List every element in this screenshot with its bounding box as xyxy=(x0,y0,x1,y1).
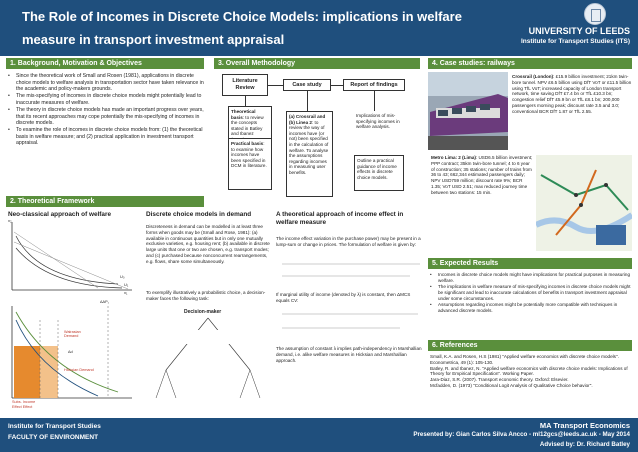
graph-label-u1: U₁ xyxy=(124,282,129,287)
section-case-studies-header: 4. Case studies: railways xyxy=(428,58,632,69)
report-item-2: Outline a practical guidance of income effects in discrete choice models. xyxy=(354,155,404,191)
background-bullet: • To examine the role of incomes in discrete choice models from: (1) the theoretical basis in welfare measure; and (2) practical application in investment transport appraisal. xyxy=(6,127,206,147)
metro-text xyxy=(431,155,533,196)
theo-text-2: If marginal utility of income (denoted by λ) is constant, then ΔMCS equals CV: xyxy=(276,292,411,303)
result-bullet: • Assumptions regarding incomes might be potentially more compatible with techniques in advanced discrete models. xyxy=(428,302,632,314)
dcm-text-2: To exemplify illustratively a probabilistic choice, a decision-maker faces the following task: xyxy=(146,290,266,301)
literature-review-box: Literature Review xyxy=(222,74,268,96)
connector-line xyxy=(245,96,246,106)
graph-label-x1: x₁ xyxy=(124,290,128,295)
decision-tree-diagram xyxy=(146,308,270,412)
crossrail-text xyxy=(512,74,634,115)
walrasian-label: Walrasian Demand xyxy=(64,330,81,339)
cv-formula xyxy=(280,306,424,342)
hicksian-label: Hicksian Demand xyxy=(64,368,94,372)
neo-classical-graph xyxy=(8,220,136,410)
university-logo-icon xyxy=(584,3,606,25)
reference-item: Batley, R. and Ibanez, N. "Applied welfare economics with discrete choice models: Implications of Theory for Empirical Specification". Working Paper. xyxy=(430,365,628,377)
reference-item: Mcfadden, D. (1973) "Conditional Logit Analysis of Qualitative Choice behavior". xyxy=(430,382,593,388)
arrow-line xyxy=(331,85,343,86)
decision-maker-label: Decision-maker xyxy=(184,309,222,315)
theoretical-title: Theoretical basis xyxy=(231,109,256,120)
background-bullet: • Since the theoretical work of Small and Rosen (1981), applications in discrete choice models to welfare analysis in transportation sector have taken relevance in the academic and policy-makers grounds. xyxy=(6,73,206,93)
background-bullet: • The mis-specifying of incomes in discrete choice models might potentially lead to inaccurate measures of welfare. xyxy=(6,93,206,106)
background-text xyxy=(6,73,206,148)
theo-text-1: The income effect variation in the purchase power) may be present in a lump-sum or change in prices. The formulation of welfare is given by: xyxy=(276,236,421,247)
poster-footer xyxy=(0,418,638,452)
section-methodology-header: 3. Overall Methodology xyxy=(214,58,420,69)
dcm-title: Discrete choice models in demand xyxy=(146,211,252,218)
practical-basis-box xyxy=(228,138,272,190)
reference-item: Jara-Diaz, S.R. (2007). Transport economic theory. Oxford: Elsevier. xyxy=(430,377,569,383)
footer-advisor: Advised by: Dr. Richard Batley xyxy=(539,441,630,448)
graph-label-x2: x₂ xyxy=(8,218,12,223)
report-findings-box: Report of findings xyxy=(343,79,405,91)
neo-classical-title: Neo-classical approach of welfare xyxy=(8,211,111,218)
theoretical-text: : to review the concepts stated in Batley and Ibanez xyxy=(231,114,264,137)
report-item-1: Implications of mis-specifying incomes in welfare analysis. xyxy=(354,111,404,147)
references-list xyxy=(430,354,632,389)
connector-line xyxy=(374,91,375,111)
institute-name: Institute for Transport Studies (ITS) xyxy=(520,38,630,45)
metro-desc: : USD6.5 billion investment; PPP contract; 35km twin-bore tunnel; 4 to 6 year of construction; 35 stations; number of trains from 36 to 43; 662,344 estimated passengers daily; NPV USD759 million; discount rate 9%; BCR 1.35; VoT USD 2.51; max reduced journey time between two stations: 15 min. xyxy=(431,155,533,195)
theo-text-3: The assumption of constant λ implies path-independency in Marshallian demand, i.e. alike welfare measures in Hicksian and Marshallian approach. xyxy=(276,346,422,363)
crossrail-desc: : £15.9 billion investment; 21km twin-bore tunnel. NPV £6.5 billion using DfT VoT or £11.5 billion using TfL VoT; increased capacity of London transport network, time saving DfT £7.4 bn or TfL £10.3 bn; congestion relief DfT £5.9 bn or TfL £8.1 bn; 200,000 passengers morning peak; discount rate 3.5 and 3.0; conventional BCR DfT 1.87 or TfL 2.55. xyxy=(512,74,632,114)
crossrail-photo xyxy=(428,72,508,150)
result-bullet: • Incomes in discrete choice models might have implications for practical purposes in measuring welfare. xyxy=(428,272,632,284)
university-block xyxy=(521,26,630,46)
footer-presenter: Presented by: Gian Carlos Silva Ancco - ml12gcs@leeds.ac.uk - May 2014 xyxy=(413,431,630,438)
dcm-text: Discreteness in demand can be modelled in at least three forms when goods may be (Small and Rose, 1981): (a) available in continuous quantities but in only one mutually exclusive varieties, e.g. housing rent; (b) available in discrete large units that one or two are chosen, e.g. transport modes; and (c) purchased because nonconcurrent rearrangements, e.g. flows, share some simultaneously. xyxy=(146,224,270,264)
practical-title: Practical basis xyxy=(231,141,264,146)
crossrail-title: Crossrail (London) xyxy=(512,74,554,79)
case-study-box: Case study xyxy=(283,79,331,91)
footer-program: MA Transport Economics xyxy=(539,421,630,430)
background-bullet: • The theory in discrete choice models has made an important progress over years, that its recent approaches may cope potentially the mis-specifying of incomes in discrete models. xyxy=(6,107,206,127)
reference-item: Small, K.A. and Rosen, H.S (1981) "Applied welfare economics with discrete choice models". Econometrica, 49 (1): 105-130. xyxy=(430,354,619,365)
case-title: (a) Crossrail and (b) Linea 2 xyxy=(289,114,326,125)
case-study-detail-box xyxy=(286,111,333,197)
effect-label: Effect Effect xyxy=(12,405,33,409)
metro-title: Metro Lima: 2 (Lima) xyxy=(431,155,476,160)
case-text: : to review the way of incomes have (or not) been specified in the calculation of welfare. To analyse the assumptions regarding incomes in measuring user benefits. xyxy=(289,119,329,175)
delta-d-label: Δd xyxy=(68,350,73,354)
practical-text: : to examine how incomes have been specified in DCM in literature. xyxy=(231,141,267,169)
university-name: UNIVERSITY OF LEEDS xyxy=(528,26,630,36)
section-references-header: 6. References xyxy=(428,340,632,351)
welfare-formula xyxy=(280,258,424,288)
result-bullet: • The implications in welfare measure of mis-specifying incomes in discrete choice models might be significant and lead to inaccurate calculations of benefits in transport investment appraisal under some circumstances. xyxy=(428,284,632,301)
subs-income-label: Subs. Income xyxy=(12,400,36,404)
delta-ap-label: ΔAP₁ xyxy=(100,300,109,304)
poster-title: The Role of Incomes in Discrete Choice Models: implications in welfare measure in transport investment appraisal xyxy=(22,9,462,47)
graph-label-u0: U₀ xyxy=(120,274,125,279)
footer-institute: Institute for Transport Studies xyxy=(8,423,101,430)
footer-faculty: FACULTY OF ENVIRONMENT xyxy=(8,434,99,441)
results-text xyxy=(428,272,632,314)
connector-line xyxy=(307,91,308,111)
arrow-line xyxy=(268,85,283,86)
poster-header xyxy=(0,0,638,56)
section-background-header: 1. Background, Motivation & Objectives xyxy=(6,58,204,69)
section-framework-header: 2. Theoretical Framework xyxy=(6,196,204,207)
theoretical-approach-title: A theoretical approach of income effect in welfare measure xyxy=(276,211,404,226)
metro-map-photo xyxy=(536,155,632,251)
section-results-header: 5. Expected Results xyxy=(428,258,632,269)
